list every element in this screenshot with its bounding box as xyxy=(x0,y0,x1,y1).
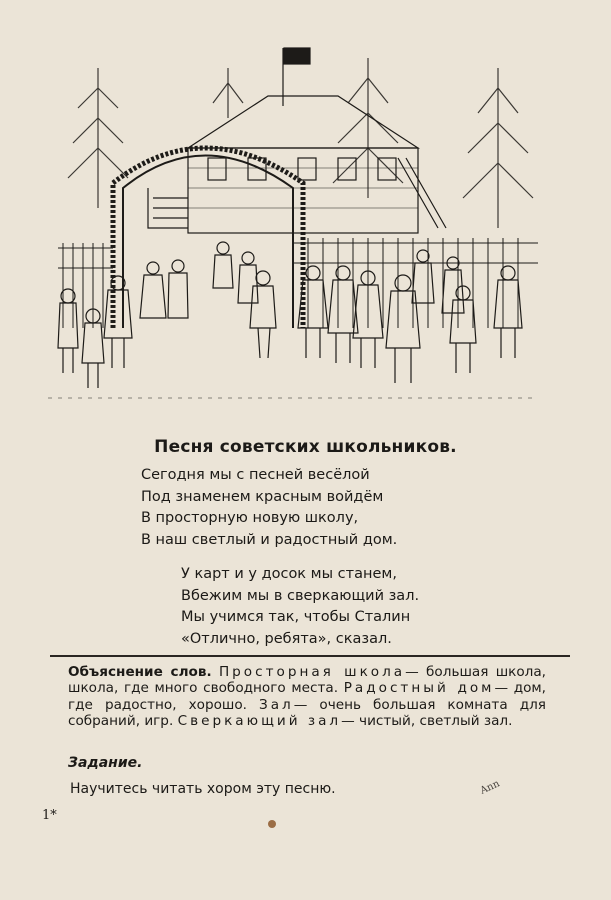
school-illustration xyxy=(38,28,538,414)
definition: — дом, где радостно, хорошо. xyxy=(68,680,546,713)
section-divider xyxy=(50,655,570,657)
verse-line: Мы учимся так, чтобы Сталин xyxy=(181,609,411,625)
song-title: Песня советских школьников. xyxy=(154,437,457,457)
verse-line: Вбежим мы в сверкающий зал. xyxy=(181,587,420,604)
explanation-heading: Объяснение слов. xyxy=(68,664,212,680)
children xyxy=(58,242,522,388)
term: Сверкающий зал xyxy=(177,713,342,730)
school-building xyxy=(148,96,446,233)
definition: — чистый, светлый зал. xyxy=(341,713,513,730)
verse-line: В наш светлый и радостный дом. xyxy=(141,531,398,548)
verse-line: Сегодня мы с песней весёлой xyxy=(141,467,370,483)
handwritten-signature: Ann xyxy=(478,778,502,797)
verse-line: В просторную новую школу, xyxy=(141,510,359,526)
stain xyxy=(268,820,276,828)
verse-2 xyxy=(181,564,419,650)
word-explanation xyxy=(68,664,546,730)
term: Зал xyxy=(259,696,294,713)
term: Просторная школа xyxy=(218,664,406,680)
term: Радостный дом xyxy=(343,680,495,697)
flag xyxy=(284,48,310,64)
verse-line: Под знаменем красным войдём xyxy=(141,488,384,505)
definition: — большая школа, школа, где много свободного места. xyxy=(68,664,547,697)
page-number: 1* xyxy=(42,808,57,823)
verse-line: У карт и у досок мы станем, xyxy=(181,566,397,582)
task-text: Научитесь читать хором эту песню. xyxy=(70,781,336,797)
task-heading: Задание. xyxy=(68,755,143,771)
verse-line: «Отлично, ребята», сказал. xyxy=(181,630,392,647)
verse-1 xyxy=(141,465,397,551)
definition: — очень большая комната для собраний, игр. xyxy=(68,696,546,730)
